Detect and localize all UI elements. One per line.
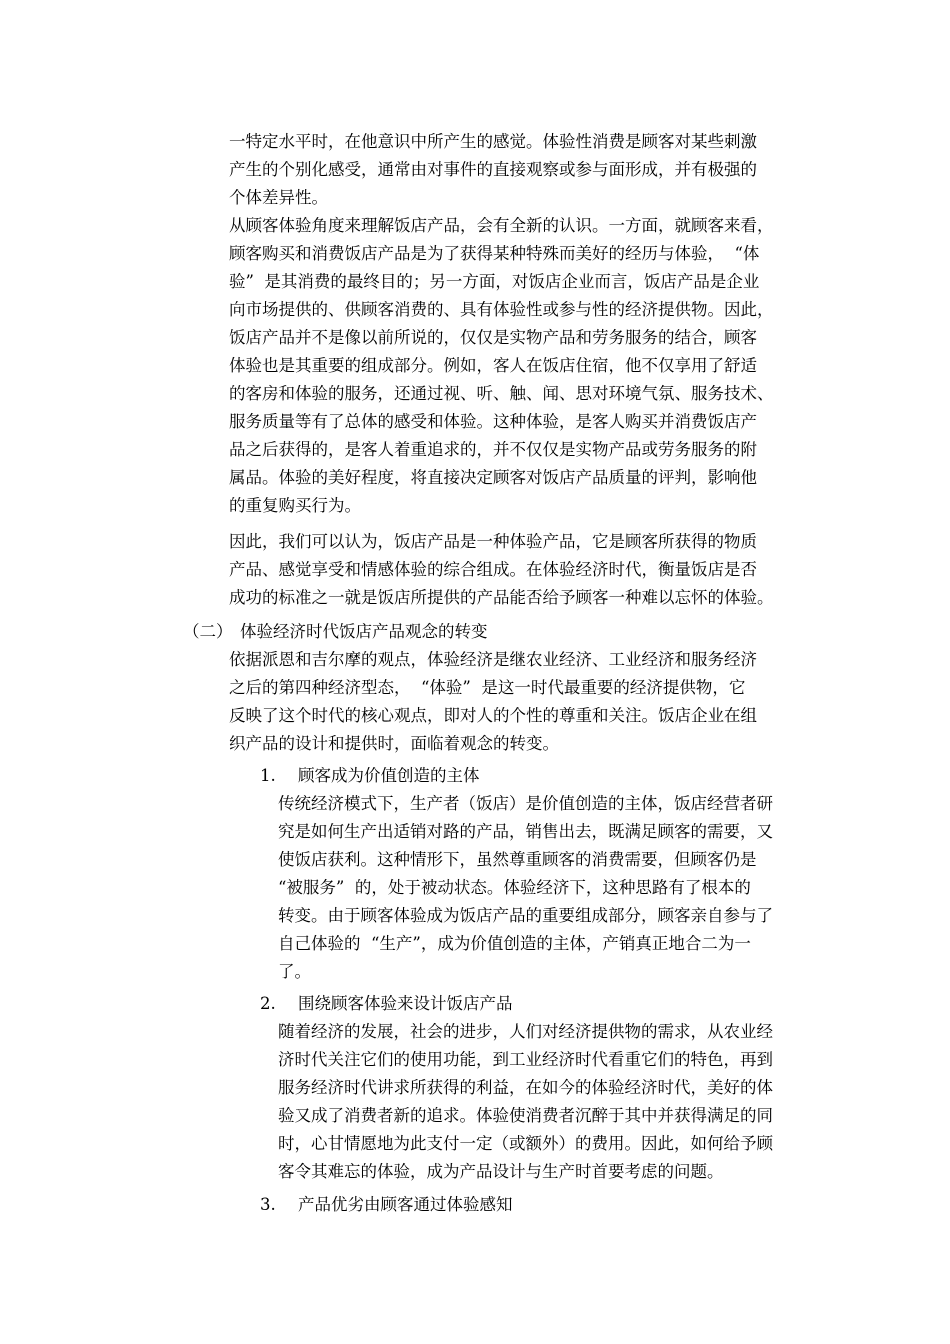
item-1-title: 顾客成为价值创造的主体 [298, 766, 480, 785]
paragraph-2-line: 属品。体验的美好程度，将直接决定顾客对饭店产品质量的评判，影响他 [229, 468, 757, 487]
paragraph-2-line: 的客房和体验的服务，还通过视、听、触、闻、思对环境气氛、服务技术、 [229, 384, 774, 403]
paragraph-2-line: 顾客购买和消费饭店产品是为了获得某种特殊而美好的经历与体验， “体 [229, 244, 760, 263]
item-3-number: 3. [260, 1195, 276, 1214]
paragraph-2-line: 服务质量等有了总体的感受和体验。这种体验，是客人购买并消费饭店产 [229, 412, 757, 431]
paragraph-4-line: 反映了这个时代的核心观点，即对人的个性的尊重和关注。饭店企业在组 [229, 706, 757, 725]
item-1-line: 究是如何生产出适销对路的产品，销售出去，既满足顾客的需要，又 [278, 822, 773, 841]
paragraph-2-line: 品之后获得的，是客人着重追求的，并不仅仅是实物产品或劳务服务的附 [229, 440, 757, 459]
item-2-title: 围绕顾客体验来设计饭店产品 [298, 994, 513, 1013]
item-2-line: 随着经济的发展，社会的进步，人们对经济提供物的需求，从农业经 [278, 1022, 773, 1041]
paragraph-4-line: 织产品的设计和提供时，面临着观念的转变。 [229, 734, 559, 753]
paragraph-3-line: 产品、感觉享受和情感体验的综合组成。在体验经济时代，衡量饭店是否 [229, 560, 757, 579]
item-1-line: “被服务” 的，处于被动状态。体验经济下，这种思路有了根本的 [278, 878, 751, 897]
item-3-title: 产品优劣由顾客通过体验感知 [298, 1195, 513, 1214]
paragraph-2-line: 验” 是其消费的最终目的；另一方面，对饭店企业而言，饭店产品是企业 [229, 272, 760, 291]
paragraph-2-line: 从顾客体验角度来理解饭店产品，会有全新的认识。一方面，就顾客来看， [229, 216, 774, 235]
item-1-number: 1. [260, 766, 276, 785]
section-2-label: （二） [183, 622, 233, 641]
item-2-number: 2. [260, 994, 276, 1013]
item-2-line: 济时代关注它们的使用功能，到工业经济时代看重它们的特色，再到 [278, 1050, 773, 1069]
paragraph-4-line: 依据派恩和吉尔摩的观点，体验经济是继农业经济、工业经济和服务经济 [229, 650, 757, 669]
item-2-line: 服务经济时代讲求所获得的利益，在如今的体验经济时代，美好的体 [278, 1078, 773, 1097]
item-1-line: 传统经济模式下，生产者（饭店）是价值创造的主体，饭店经营者研 [278, 794, 773, 813]
paragraph-3-line: 因此，我们可以认为，饭店产品是一种体验产品，它是顾客所获得的物质 [229, 532, 757, 551]
paragraph-2-line: 体验也是其重要的组成部分。例如，客人在饭店住宿，他不仅享用了舒适 [229, 356, 757, 375]
item-1-line: 自己体验的 “生产”，成为价值创造的主体，产销真正地合二为一 [278, 934, 751, 953]
paragraph-1-line: 个体差异性。 [229, 188, 328, 207]
item-1-line: 了。 [278, 962, 311, 981]
item-2-line: 验又成了消费者新的追求。体验使消费者沉醉于其中并获得满足的同 [278, 1106, 773, 1125]
section-2-title: 体验经济时代饭店产品观念的转变 [240, 622, 488, 641]
paragraph-4-line: 之后的第四种经济型态， “体验” 是这一时代最重要的经济提供物，它 [229, 678, 746, 697]
paragraph-1-line: 一特定水平时，在他意识中所产生的感觉。体验性消费是顾客对某些刺激 [229, 132, 757, 151]
item-1-line: 转变。由于顾客体验成为饭店产品的重要组成部分，顾客亲自参与了 [278, 906, 773, 925]
paragraph-2-line: 饭店产品并不是像以前所说的，仅仅是实物产品和劳务服务的结合，顾客 [229, 328, 757, 347]
paragraph-3-line: 成功的标准之一就是饭店所提供的产品能否给予顾客一种难以忘怀的体验。 [229, 588, 774, 607]
paragraph-2-line: 的重复购买行为。 [229, 496, 361, 515]
paragraph-1-line: 产生的个别化感受，通常由对事件的直接观察或参与面形成，并有极强的 [229, 160, 757, 179]
item-1-line: 使饭店获利。这种情形下，虽然尊重顾客的消费需要，但顾客仍是 [278, 850, 757, 869]
paragraph-2-line: 向市场提供的、供顾客消费的、具有体验性或参与性的经济提供物。因此， [229, 300, 774, 319]
item-2-line: 客令其难忘的体验，成为产品设计与生产时首要考虑的问题。 [278, 1162, 724, 1181]
item-2-line: 时，心甘情愿地为此支付一定（或额外）的费用。因此，如何给予顾 [278, 1134, 773, 1153]
